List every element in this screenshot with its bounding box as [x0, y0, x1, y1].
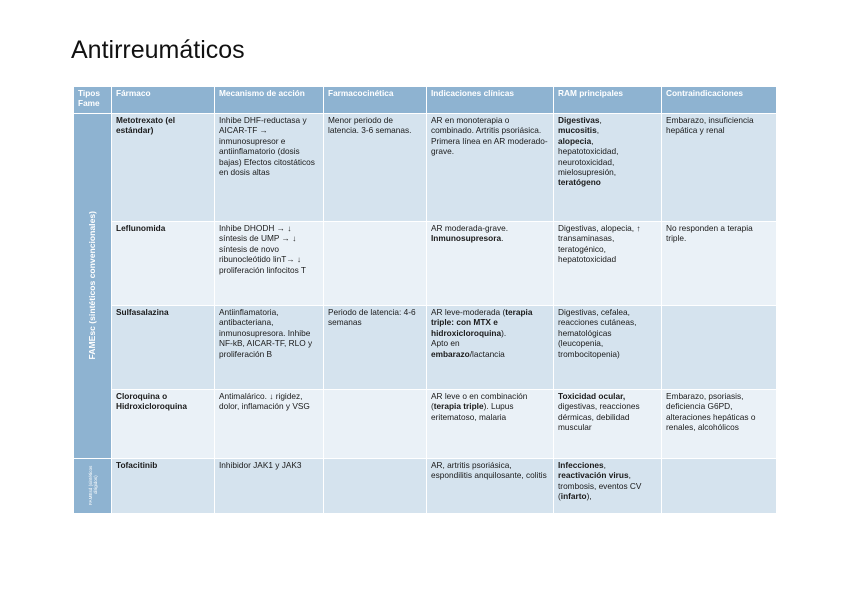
header-indications: Indicaciones clínicas — [427, 87, 554, 114]
mechanism-cell: Antiinflamatoria, antibacteriana, inmunosupresora. Inhibe NF-kB, AICAR-TF, RLO y proliferación B — [215, 306, 324, 390]
table-row — [74, 390, 777, 459]
pharmacokinetics-cell — [324, 390, 427, 459]
text: Embarazo, psoriasis, deficiencia G6PD, alteraciones hepáticas o renales, alcohólicos — [666, 391, 758, 433]
text: digestivas, reacciones dérmicas, debilidad muscular — [558, 391, 642, 433]
text: , trombosis, eventos CV ( — [558, 470, 642, 502]
table-row — [74, 114, 777, 222]
drug-cell: Tofacitinib — [112, 459, 215, 514]
page-title: Antirreumáticos — [71, 36, 245, 64]
bold-text: Toxicidad ocular, — [558, 391, 626, 401]
header-pharmacokinetics: Farmacocinética — [324, 87, 427, 114]
group-famesd — [74, 459, 112, 514]
ram-cell — [554, 459, 662, 514]
bold-text: terapia triple — [433, 401, 484, 412]
table-header-row — [74, 87, 777, 114]
drug-table — [73, 86, 777, 514]
text: ). Apto en — [431, 327, 507, 349]
text: No responden a terapia triple. — [666, 223, 756, 244]
group-label: FAMEsd (sintéticos dirigidos) — [87, 465, 98, 505]
drug-cell: Sulfasalazina — [112, 306, 215, 390]
bold-text: Inmunosupresora — [431, 233, 502, 244]
mechanism-cell: Inhibe DHODH → ↓ síntesis de UMP → ↓ síntesis de novo ribunocleótido linT→ ↓ proliferación linfocitos T — [215, 222, 324, 306]
ram-cell — [554, 114, 662, 222]
bold-text: terapia triple: con MTX e hidroxicloroquina — [431, 307, 535, 338]
bold-text: alopecia — [558, 135, 592, 146]
text: Digestivas, cefalea, reacciones cutáneas, hematológicas (leucopenia, trombocitopenia) — [558, 307, 639, 359]
table-row — [74, 306, 777, 390]
indications-cell — [427, 306, 554, 390]
bold-text: mucositis — [558, 125, 597, 136]
bold-text: reactivación virus — [558, 470, 629, 481]
drug-cell: Metotrexato (el estándar) — [112, 114, 215, 222]
text: . — [501, 233, 504, 244]
table-row — [74, 222, 777, 306]
contraindications-cell — [662, 390, 777, 459]
text: , hepatotoxicidad, neurotoxicidad, mielosupresión, — [558, 135, 619, 178]
contraindications-cell — [662, 114, 777, 222]
text: Digestivas, alopecia, ↑ transaminasas, teratogénico, hepatotoxicidad — [558, 223, 643, 265]
bold-text: Digestivas — [558, 115, 600, 125]
group-famesc — [74, 114, 112, 459]
text: ), — [586, 491, 592, 502]
bold-text: Infecciones — [558, 460, 604, 470]
text: , — [603, 460, 606, 470]
contraindications-cell — [662, 306, 777, 390]
header-drug: Fármaco — [112, 87, 215, 114]
ram-cell — [554, 306, 662, 390]
indications-cell — [427, 222, 554, 306]
bold-text: teratógeno — [558, 177, 601, 188]
pharmacokinetics-cell: Periodo de latencia: 4-6 semanas — [324, 306, 427, 390]
header-ram: RAM principales — [554, 87, 662, 114]
drug-cell: Cloroquina o Hidroxicloroquina — [112, 390, 215, 459]
indications-cell — [427, 114, 554, 222]
group-label: FAMEsc (sintéticos convencionales) — [87, 210, 98, 360]
text: , — [599, 115, 602, 125]
drug-cell: Leflunomida — [112, 222, 215, 306]
table-row — [74, 459, 777, 514]
contraindications-cell — [662, 222, 777, 306]
text: Embarazo, insuficiencia hepática y renal — [666, 115, 756, 136]
header-contraindications: Contraindicaciones — [662, 87, 777, 114]
text: /lactancia — [469, 348, 505, 359]
pharmacokinetics-cell — [324, 222, 427, 306]
ram-cell — [554, 390, 662, 459]
mechanism-cell: Inhibidor JAK1 y JAK3 — [215, 459, 324, 514]
text: , — [596, 125, 600, 136]
text: AR leve o en combinación ( — [431, 391, 530, 412]
text: AR, artritis psoriásica, espondilitis anquilosante, colitis — [431, 460, 547, 481]
indications-cell — [427, 459, 554, 514]
pharmacokinetics-cell — [324, 459, 427, 514]
text: ). Lupus eritematoso, malaria — [431, 401, 516, 422]
pharmacokinetics-cell: Menor periodo de latencia. 3-6 semanas. — [324, 114, 427, 222]
bold-text: infarto — [560, 491, 587, 502]
mechanism-cell: Antimalárico. ↓ rigidez, dolor, inflamación y VSG — [215, 390, 324, 459]
text: AR en monoterapia o combinado. Artritis psoriásica. Primera línea en AR moderado-grave. — [431, 115, 548, 157]
bold-text: embarazo — [431, 348, 470, 359]
text: AR leve-moderada ( — [431, 307, 506, 317]
ram-cell — [554, 222, 662, 306]
text: AR moderada-grave. — [431, 223, 509, 233]
indications-cell — [427, 390, 554, 459]
header-type: Tipos Fame — [74, 87, 112, 114]
contraindications-cell — [662, 459, 777, 514]
header-mechanism: Mecanismo de acción — [215, 87, 324, 114]
mechanism-cell: Inhibe DHF-reductasa y AICAR-TF → inmunosupresor e antiinflamatorio (dosis bajas) Efectos citostáticos en dosis altas — [215, 114, 324, 222]
